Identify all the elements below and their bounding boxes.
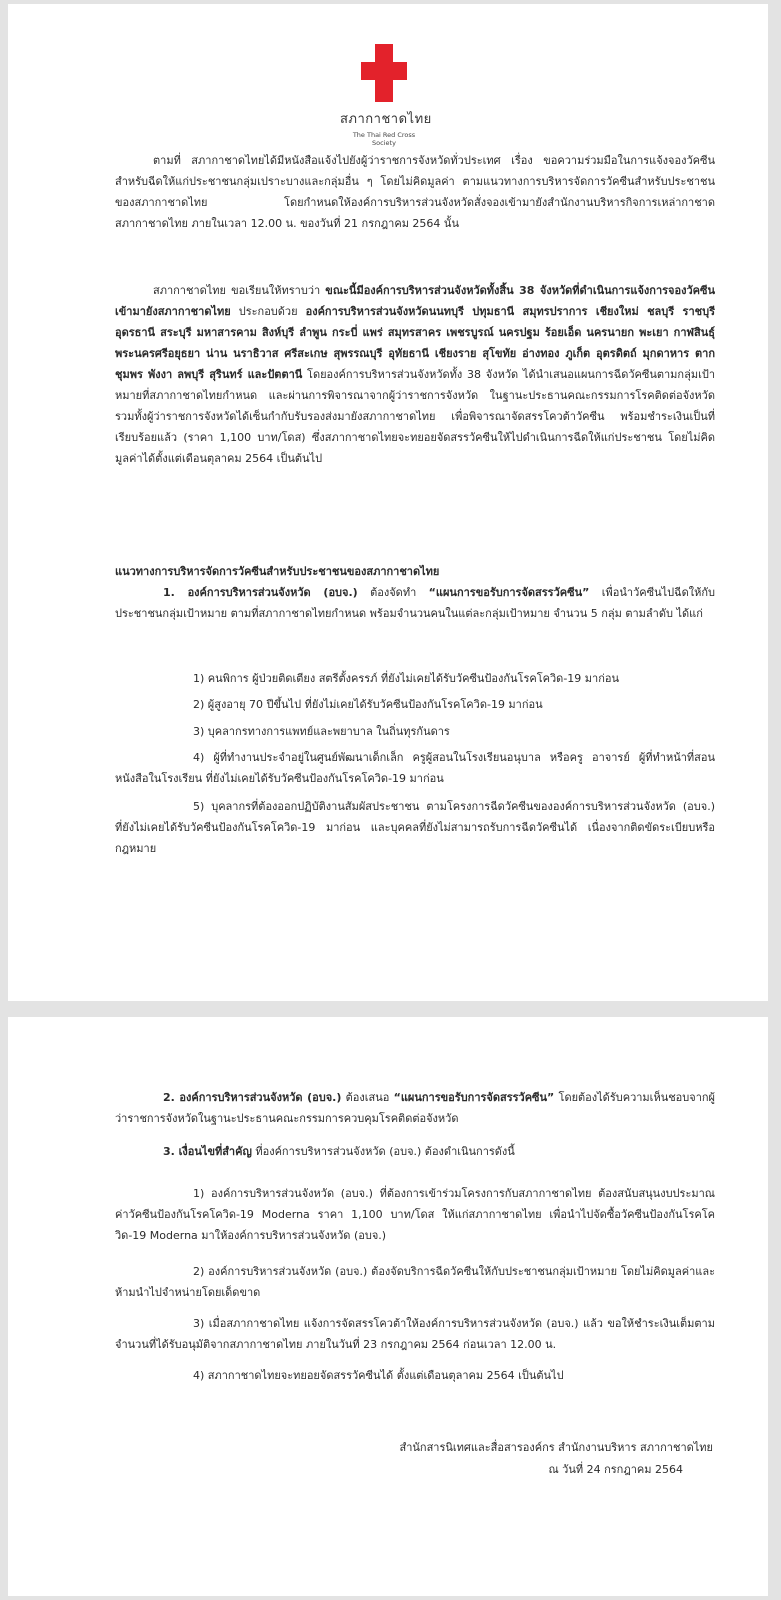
- condition-item: 2) องค์การบริหารส่วนจังหวัด (อบจ.) ต้องจัดบริการฉีดวัคซีนให้กับประชาชนกลุ่มเป้าหมาย โดยไม่คิดมูลค่าและห้ามนำไปจำหน่ายโดยเด็ดขาด: [115, 1265, 715, 1299]
- condition-item: 3) เมื่อสภากาชาดไทย แจ้งการจัดสรรโควต้าให้องค์การบริหารส่วนจังหวัด (อบจ.) แล้ว ขอให้ชำระเงินเต็มตามจำนวนที่ได้รับอนุมัติจากสภากาชาดไทย ภายในวันที่ 23 กรกฎาคม 2564 ก่อนเวลา 12.00 น.: [115, 1317, 715, 1351]
- group-item: 3) บุคลากรทางการแพทย์และพยาบาล ในถิ่นทุรกันดาร: [193, 725, 450, 738]
- item-1: 1. องค์การบริหารส่วนจังหวัด (อบจ.) ต้องจัดทำ “แผนการขอรับการจัดสรรวัคซีน” เพื่อนำวัคซีนไปฉีดให้กับประชาชนกลุ่มเป้าหมาย ตามที่สภากาชาดไทยกำหนด พร้อมจำนวนคนในแต่ละกลุ่มเป้าหมาย จำนวน 5 กลุ่ม ตามลำดับ ได้แก่: [115, 586, 716, 620]
- issue-date: ณ วันที่ 24 กรกฎาคม 2564: [548, 1463, 683, 1476]
- group-item: 4) ผู้ที่ทำงานประจำอยู่ในศูนย์พัฒนาเด็กเล็ก ครูผู้สอนในโรงเรียนอนุบาล หรือครู อาจารย์ ผู้ที่ทำหน้าที่สอนหนังสือในโรงเรียน ที่ยังไม่เคยได้รับวัคซีนป้องกันโรคโควิด-19 มาก่อน: [115, 751, 715, 785]
- section-title: แนวทางการบริหารจัดการวัคซีนสำหรับประชาชนของสภากาชาดไทย: [115, 565, 440, 578]
- paragraph-intro: ตามที่ สภากาชาดไทยได้มีหนังสือแจ้งไปยังผู้ว่าราชการจังหวัดทั่วประเทศ เรื่อง ขอความร่วมมือในการแจ้งจองวัคซีนสำหรับฉีดให้แก่ประชาชนกลุ่มเปราะบางและกลุ่มอื่น ๆ โดยไม่คิดมูลค่า ตามแนวทางการบริหารจัดการวัคซีนสำหรับประชาชนของสภากาชาดไทย โดยกำหนดให้องค์การบริหารส่วนจังหวัดสั่งจองเข้ามายังสำนักงานบริหารกิจการเหล่ากาชาด สภากาชาดไทย ภายในเวลา 12.00 น. ของวันที่ 21 กรกฎาคม 2564 นั้น: [115, 154, 715, 230]
- condition-item: 1) องค์การบริหารส่วนจังหวัด (อบจ.) ที่ต้องการเข้าร่วมโครงการกับสภากาชาดไทย ต้องสนับสนุนงบประมาณค่าวัคซีนป้องกันโรคโควิด-19 Moderna ราคา 1,100 บาท/โดส ให้แก่สภากาชาดไทย เพื่อนำไปจัดซื้อวัคซีนป้องกันโรคโควิด-19 Moderna มาให้องค์การบริหารส่วนจังหวัด (อบจ.): [115, 1187, 715, 1242]
- paragraph-provinces: สภากาชาดไทย ขอเรียนให้ทราบว่า ขณะนี้มีองค์การบริหารส่วนจังหวัดทั้งสิ้น 38 จังหวัดที่ดำเนินการแจ้งการจองวัคซีนเข้ามายังสภากาชาดไทย ประกอบด้วย องค์การบริหารส่วนจังหวัดนนทบุรี ปทุมธานี สมุทรปราการ เชียงใหม่ ชลบุรี ราชบุรี อุดรธานี สระบุรี มหาสารคาม สิงห์บุรี ลำพูน กระบี่ แพร่ สมุทรสาคร เพชรบูรณ์ นครปฐม ร้อยเอ็ด นครนายก พะเยา กาฬสินธุ์ พระนครศรีอยุธยา น่าน นราธิวาส ศรีสะเกษ สุพรรณบุรี อุทัยธานี เชียงราย สุโขทัย อ่างทอง ภูเก็ต อุตรดิตถ์ มุกดาหาร ตาก ชุมพร พังงา ลพบุรี สุรินทร์ และปัตตานี โดยองค์การบริหารส่วนจังหวัดทั้ง 38 จังหวัด ได้นำเสนอแผนการฉีดวัคซีนตามกลุ่มเป้าหมายที่สภากาชาดไทยกำหนด และผ่านการพิจารณาจากผู้ว่าราชการจังหวัด ในฐานะประธานคณะกรรมการโรคติดต่อจังหวัด รวมทั้งผู้ว่าราชการจังหวัดได้เซ็นกำกับรับรองส่งมายังสภากาชาดไทย เพื่อพิจารณาจัดสรรโควต้าวัคซีน พร้อมชำระเงินเป็นที่เรียบร้อยแล้ว (ราคา 1,100 บาท/โดส) ซึ่งสภากาชาดไทยจะทยอยจัดสรรวัคซีนให้ไปดำเนินการฉีดให้แก่ประชาชน โดยไม่คิดมูลค่าได้ตั้งแต่เดือนตุลาคม 2564 เป็นต้นไป: [115, 284, 716, 465]
- group-item: 1) คนพิการ ผู้ป่วยติดเตียง สตรีตั้งครรภ์ ที่ยังไม่เคยได้รับวัคซีนป้องกันโรคโควิด-19 มาก่อน: [193, 672, 619, 685]
- document-page-1: [8, 4, 768, 1001]
- document-page-2: [8, 1017, 768, 1596]
- logo-english-text: The Thai Red Cross Society: [352, 131, 416, 147]
- issuing-office: สำนักสารนิเทศและสื่อสารองค์กร สำนักงานบริหาร สภากาชาดไทย: [399, 1441, 713, 1454]
- signature-block: [258, 1437, 713, 1481]
- red-cross-logo: [340, 44, 432, 147]
- item-2: 2. องค์การบริหารส่วนจังหวัด (อบจ.) ต้องเสนอ “แผนการขอรับการจัดสรรวัคซีน” โดยต้องได้รับความเห็นชอบจากผู้ว่าราชการจังหวัดในฐานะประธานคณะกรรมการควบคุมโรคติดต่อจังหวัด: [115, 1091, 715, 1125]
- red-cross-icon: [361, 44, 407, 102]
- condition-item: 4) สภากาชาดไทยจะทยอยจัดสรรวัคซีนได้ ตั้งแต่เดือนตุลาคม 2564 เป็นต้นไป: [193, 1369, 564, 1382]
- group-item: 5) บุคลากรที่ต้องออกปฏิบัติงานสัมผัสประชาชน ตามโครงการฉีดวัคซีนขององค์การบริหารส่วนจังหวัด (อบจ.) ที่ยังไม่เคยได้รับวัคซีนป้องกันโรคโควิด-19 มาก่อน และบุคคลที่ยังไม่สามารถรับการฉีดวัคซีนได้ เนื่องจากติดขัดระเบียบหรือกฎหมาย: [115, 800, 715, 855]
- group-item: 2) ผู้สูงอายุ 70 ปีขึ้นไป ที่ยังไม่เคยได้รับวัคซีนป้องกันโรคโควิด-19 มาก่อน: [193, 698, 543, 711]
- logo-thai-text: สภากาชาดไทย: [340, 112, 432, 127]
- item-3: 3. เงื่อนไขที่สำคัญ ที่องค์การบริหารส่วนจังหวัด (อบจ.) ต้องดำเนินการดังนี้: [163, 1145, 515, 1158]
